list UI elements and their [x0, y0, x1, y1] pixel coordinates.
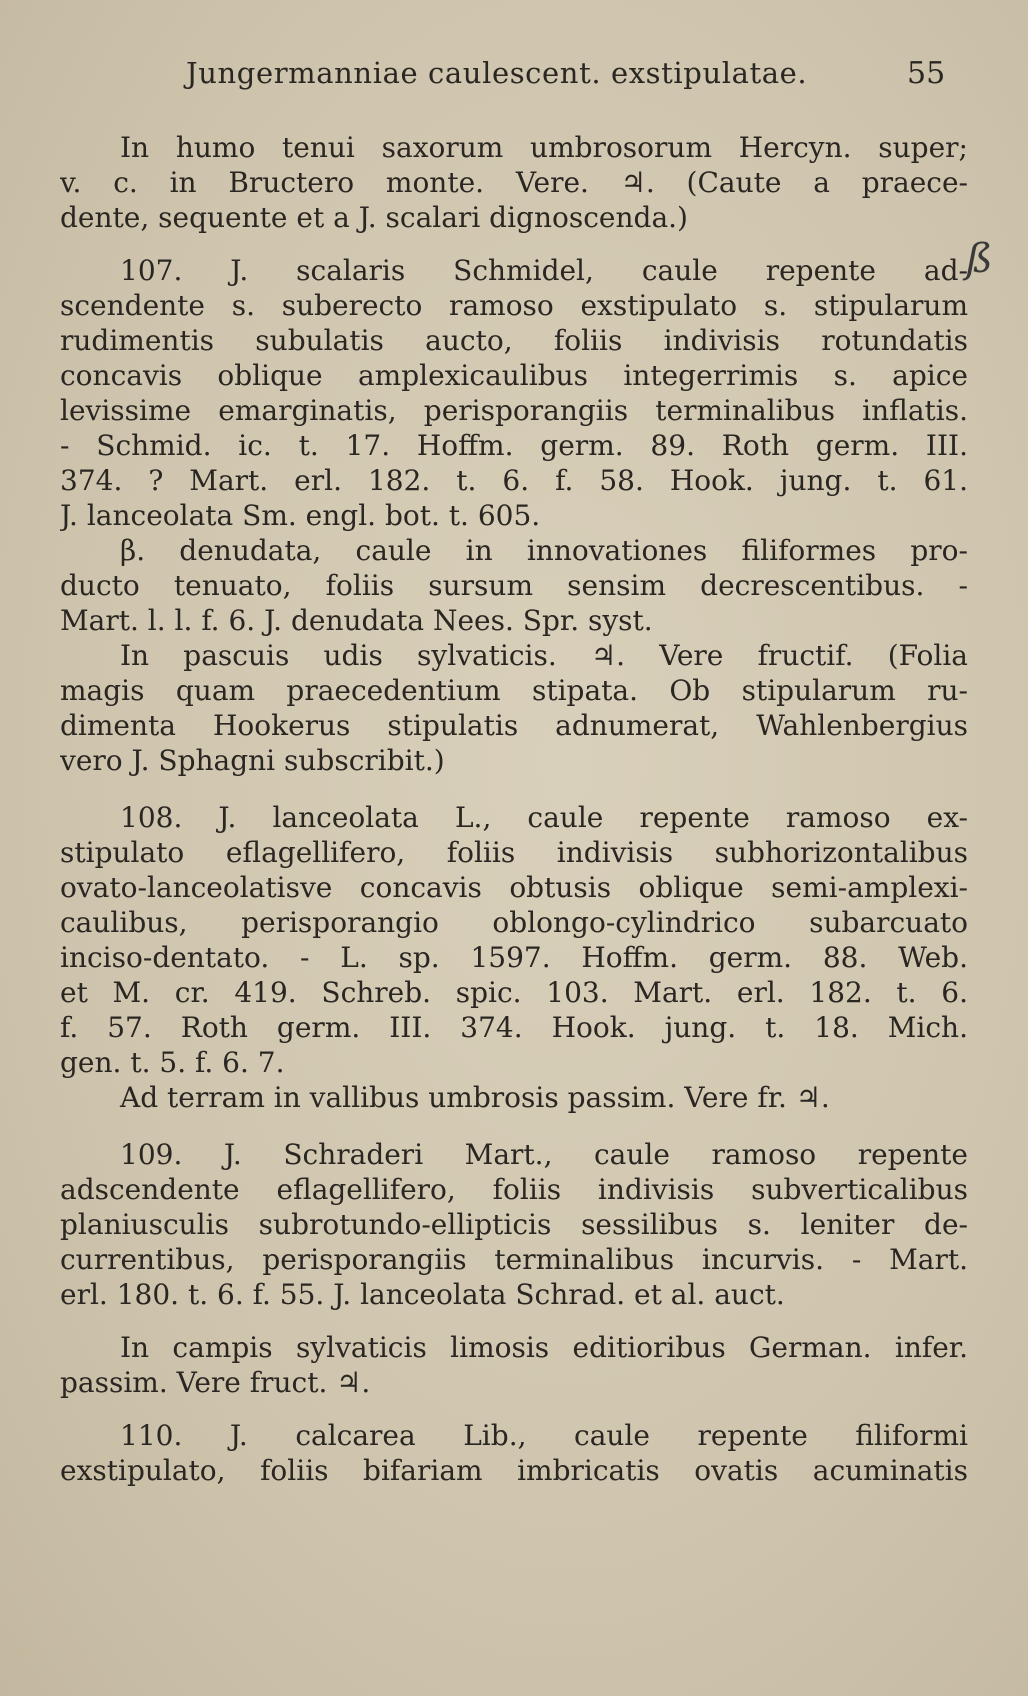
text-line: v. c. in Bructero monte. Vere. ♃. (Caute a praece- [60, 166, 968, 199]
text-line: rudimentis subulatis aucto, foliis indivisis rotundatis [60, 324, 968, 357]
page-header [0, 56, 1028, 96]
text-line: Mart. l. l. f. 6. J. denudata Nees. Spr. syst. [60, 604, 653, 637]
text-line: gen. t. 5. f. 6. 7. [60, 1046, 285, 1079]
text-line: concavis oblique amplexicaulibus integerrimis s. apice [60, 359, 968, 392]
text-line: exstipulato, foliis bifariam imbricatis ovatis acuminatis [60, 1454, 968, 1487]
text-line: 110. J. calcarea Lib., caule repente filiformi [120, 1419, 968, 1452]
text-line: 374. ? Mart. erl. 182. t. 6. f. 58. Hook. jung. t. 61. [60, 464, 968, 497]
text-line: passim. Vere fruct. ♃. [60, 1366, 371, 1399]
text-line: planiusculis subrotundo-ellipticis sessilibus s. leniter de- [60, 1208, 968, 1241]
text-line: adscendente eflagellifero, foliis indivisis subverticalibus [60, 1173, 968, 1206]
body-text [60, 130, 968, 1488]
text-line: Ad terram in vallibus umbrosis passim. Vere fr. ♃. [120, 1081, 830, 1114]
text-line: scendente s. suberecto ramoso exstipulato s. stipularum [60, 289, 968, 322]
page-number: 55 [907, 56, 946, 91]
paragraph-habitat-prev [60, 130, 968, 235]
text-line: erl. 180. t. 6. f. 55. J. lanceolata Schrad. et al. auct. [60, 1278, 785, 1311]
entry-110-calcarea [60, 1418, 968, 1488]
text-line: ducto tenuato, foliis sursum sensim decrescentibus. - [60, 569, 968, 602]
running-head: Jungermanniae caulescent. exstipulatae. [186, 56, 808, 90]
text-line: levissime emarginatis, perisporangiis terminalibus inflatis. [60, 394, 968, 427]
text-line: In pascuis udis sylvaticis. ♃. Vere fructif. (Folia [120, 639, 968, 672]
variety-beta-denudata [60, 533, 968, 638]
text-line: et M. cr. 419. Schreb. spic. 103. Mart. erl. 182. t. 6. [60, 976, 968, 1009]
text-line: β. denudata, caule in innovationes filiformes pro- [120, 534, 968, 567]
text-line: vero J. Sphagni subscribit.) [60, 744, 445, 777]
margin-annotation: ß [966, 236, 993, 282]
text-line: inciso-dentato. - L. sp. 1597. Hoffm. germ. 88. Web. [60, 941, 968, 974]
paragraph-habitat-107 [60, 638, 968, 778]
text-line: J. lanceolata Sm. engl. bot. t. 605. [60, 499, 541, 532]
text-line: currentibus, perisporangiis terminalibus incurvis. - Mart. [60, 1243, 968, 1276]
entry-107-scalaris [60, 253, 968, 533]
text-line: - Schmid. ic. t. 17. Hoffm. germ. 89. Roth germ. III. [60, 429, 968, 462]
text-line: In campis sylvaticis limosis editioribus German. infer. [120, 1331, 968, 1364]
text-line: caulibus, perisporangio oblongo-cylindrico subarcuato [60, 906, 968, 939]
text-line: magis quam praecedentium stipata. Ob stipularum ru- [60, 674, 968, 707]
paragraph-habitat-108 [60, 1080, 968, 1115]
text-line: In humo tenui saxorum umbrosorum Hercyn. super; [120, 131, 968, 164]
text-line: 108. J. lanceolata L., caule repente ramoso ex- [120, 801, 968, 834]
text-line: f. 57. Roth germ. III. 374. Hook. jung. t. 18. Mich. [60, 1011, 968, 1044]
text-line: stipulato eflagellifero, foliis indivisis subhorizontalibus [60, 836, 968, 869]
entry-108-lanceolata [60, 800, 968, 1080]
text-line: dente, sequente et a J. scalari dignoscenda.) [60, 201, 688, 234]
text-line: ovato-lanceolatisve concavis obtusis oblique semi-amplexi- [60, 871, 968, 904]
text-line: 109. J. Schraderi Mart., caule ramoso repente [120, 1138, 968, 1171]
entry-109-schraderi [60, 1137, 968, 1312]
text-line: 107. J. scalaris Schmidel, caule repente ad- [120, 254, 968, 287]
paragraph-habitat-109 [60, 1330, 968, 1400]
text-line: dimenta Hookerus stipulatis adnumerat, Wahlenbergius [60, 709, 968, 742]
